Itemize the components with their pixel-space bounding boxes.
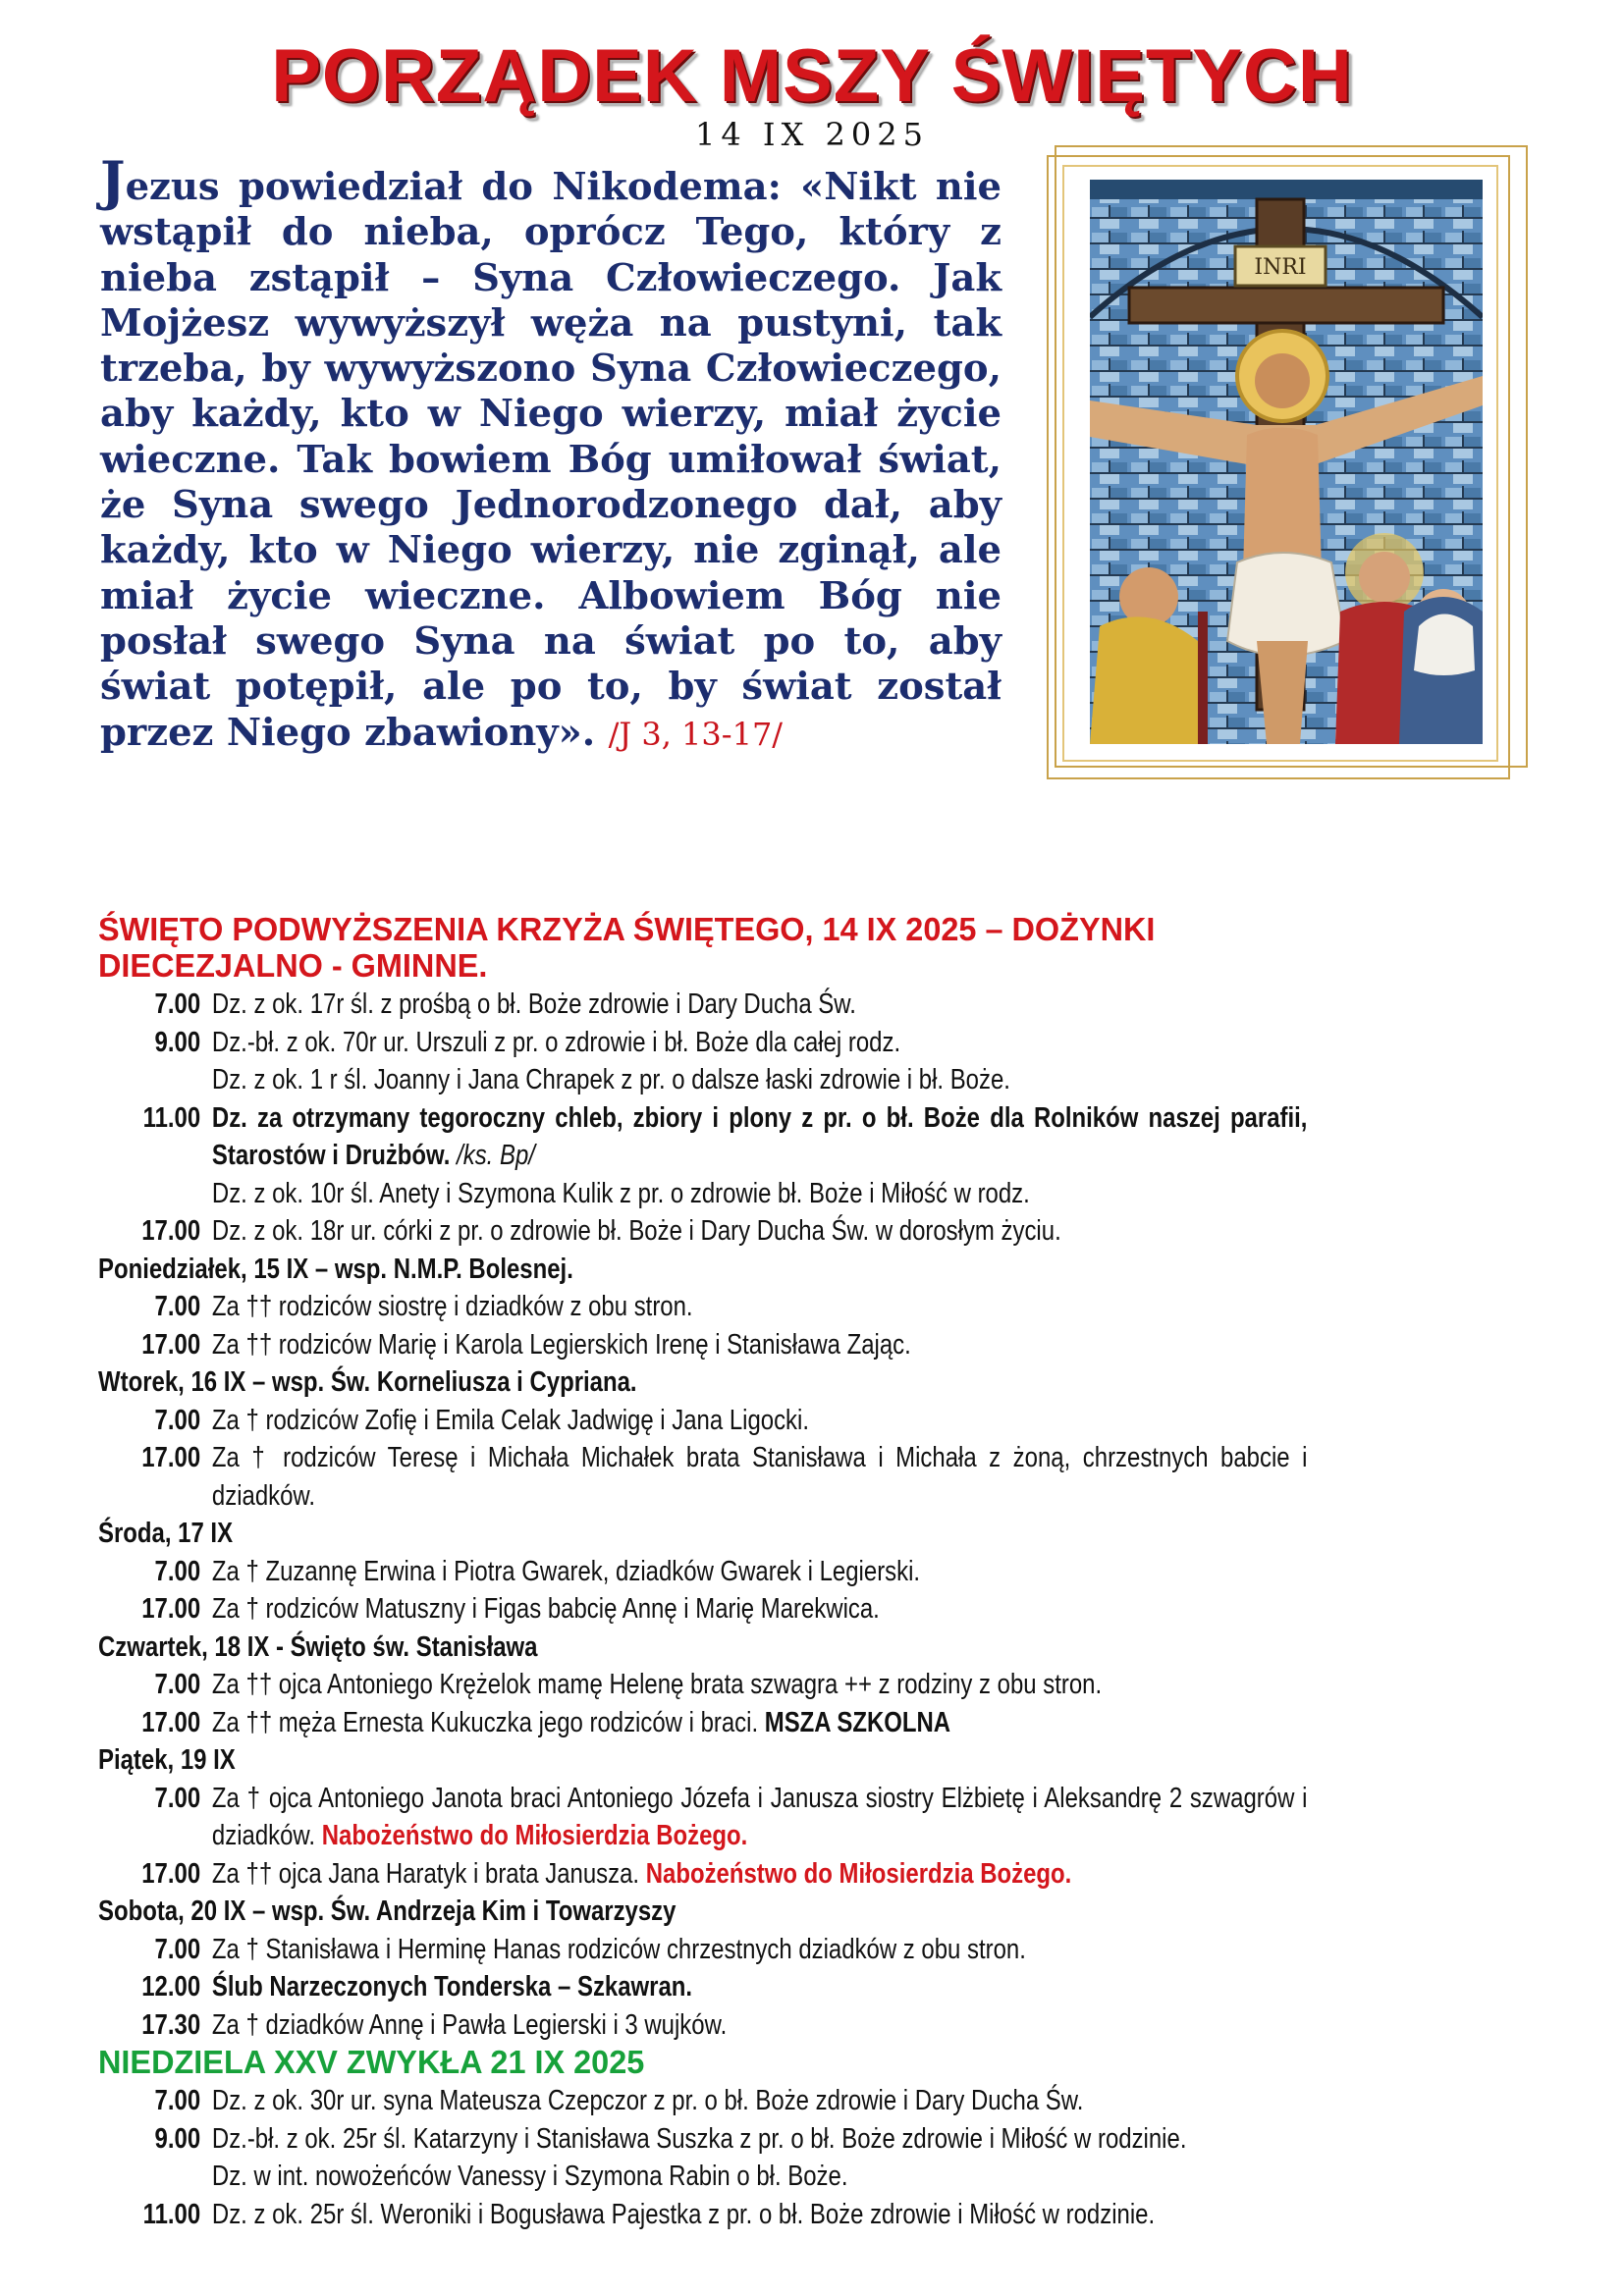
gospel-passage: [100, 149, 1001, 757]
mass-intention-text: Za †† męża Ernesta Kukuczka jego rodziców i braci.: [211, 1706, 765, 1738]
mass-intention: Za † Zuzannę Erwina i Piotra Gwarek, dziadków Gwarek i Legierski.: [211, 1555, 921, 1587]
mass-intention: [212, 1099, 1308, 1175]
mass-time: [98, 1061, 212, 1099]
mass-intention: [212, 1855, 1308, 1894]
mass-time: 17.00: [141, 1328, 201, 1361]
mass-row: [98, 1099, 1307, 1175]
mass-row: [98, 2196, 1307, 2234]
mass-time: 12.00: [141, 1971, 201, 2002]
mass-time: 7.00: [154, 1555, 201, 1587]
mass-intention: Dz. z ok. 17r śl. z prośbą o bł. Boże zdrowie i Dary Ducha Św.: [211, 988, 856, 1020]
mass-row: [98, 1590, 1307, 1629]
mass-row: [98, 1024, 1307, 1062]
mass-intention: Dz.-bł. z ok. 25r śl. Katarzyny i Stanisława Suszka z pr. o bł. Boże zdrowie i Miłość w rodzinie.: [211, 2122, 1187, 2155]
day-heading: Środa, 17 IX: [98, 1518, 234, 1549]
mass-intention-text: Dz. za otrzymany tegoroczny chleb, zbiory i plony z pr. o bł. Boże dla Rolników naszej parafii, Starostów i Drużbów.: [211, 1101, 1308, 1171]
mass-row: [98, 1212, 1307, 1251]
mass-row: [98, 1061, 1307, 1099]
mass-row: [98, 1553, 1307, 1591]
mass-row: [98, 2006, 1307, 2045]
mass-time: 17.00: [141, 1215, 201, 1247]
mass-intention: Dz. z ok. 25r śl. Weroniki i Bogusława Pajestka z pr. o bł. Boże zdrowie i Miłość w rodzinie.: [211, 2198, 1156, 2230]
mass-time: 11.00: [142, 1101, 201, 1134]
mass-row: [98, 1402, 1307, 1440]
mass-time: 17.00: [141, 1593, 201, 1625]
mass-time: 9.00: [154, 1026, 201, 1058]
mass-row: [98, 2158, 1307, 2196]
mass-row: [98, 986, 1307, 1024]
mass-intention: Dz. z ok. 30r ur. syna Mateusza Czepczor z pr. o bł. Boże zdrowie i Dary Ducha Św.: [211, 2085, 1084, 2116]
mass-time: 7.00: [154, 1404, 201, 1436]
mass-intention: [212, 1704, 1308, 1742]
mass-row: [98, 1175, 1307, 1213]
page-title: PORZĄDEK MSZY ŚWIĘTYCH: [271, 34, 1353, 118]
mass-row: [98, 2120, 1307, 2159]
day-heading: Sobota, 20 IX – wsp. Św. Andrzeja Kim i Towarzyszy: [98, 1896, 677, 1927]
mass-intention-text: Za † ojca Antoniego Janota braci Antoniego Józefa i Janusza siostry Elżbietę i Aleksandrę 2 szwagrów i dziadków.: [211, 1782, 1308, 1851]
sunday-title: NIEDZIELA XXV ZWYKŁA 21 IX 2025: [98, 2044, 645, 2080]
mass-intention: Za †† ojca Antoniego Krężelok mamę Helenę brata szwagra ++ z rodziny z obu stron.: [211, 1669, 1103, 1700]
mass-intention: Dz. w int. nowożeńców Vanessy i Szymona Rabin o bł. Boże.: [211, 2161, 848, 2192]
mass-time: [98, 1175, 212, 1213]
day-heading: Wtorek, 16 IX – wsp. Św. Korneliusza i Cypriana.: [98, 1366, 637, 1398]
gospel-initial: J: [100, 149, 126, 212]
mass-intention: [212, 1780, 1308, 1855]
mass-intention: Za †† rodziców siostrę i dziadków z obu stron.: [211, 1291, 693, 1322]
mass-time: [98, 2158, 212, 2196]
mass-celebrant-note: /ks. Bp/: [450, 1140, 535, 1171]
mass-time: 17.00: [141, 1706, 201, 1738]
mass-row: [98, 1439, 1307, 1515]
mass-time: 7.00: [154, 1669, 201, 1700]
mass-intention: Za † rodziców Teresę i Michała Michałek brata Stanisława i Michała z żoną, chrzestnych babcie i dziadków.: [211, 1442, 1308, 1512]
mass-time: 17.00: [141, 1442, 201, 1473]
mass-intention: Za † rodziców Zofię i Emila Celak Jadwigę i Jana Ligocki.: [211, 1404, 810, 1436]
devotion-note: Nabożeństwo do Miłosierdzia Bożego.: [645, 1857, 1072, 1890]
mass-intention: Za † dziadków Annę i Pawła Legierski i 3 wujków.: [211, 2008, 728, 2041]
mass-intention: Dz. z ok. 18r ur. córki z pr. o zdrowie bł. Boże i Dary Ducha Św. w dorosłym życiu.: [211, 1215, 1061, 1247]
mass-intention: Dz.-bł. z ok. 70r ur. Urszuli z pr. o zdrowie i bł. Boże dla całej rodz.: [211, 1026, 901, 1058]
stained-glass-crucifixion-image: [1090, 180, 1483, 744]
mass-intention: Ślub Narzeczonych Tonderska – Szkawran.: [211, 1971, 693, 2002]
cross-inscription: INRI: [1254, 255, 1307, 280]
school-mass-note: MSZA SZKOLNA: [764, 1706, 951, 1738]
mass-time: 7.00: [154, 2085, 201, 2116]
mass-time: 7.00: [154, 1291, 201, 1322]
crucifixion-image-frame: [1047, 145, 1528, 779]
day-heading: Piątek, 19 IX: [98, 1744, 236, 1776]
mass-row: [98, 1968, 1307, 2006]
mass-row: [98, 1780, 1307, 1855]
mass-row: [98, 1704, 1307, 1742]
mass-time: 7.00: [154, 988, 201, 1020]
mass-row: [98, 1855, 1307, 1894]
mass-time: 17.30: [141, 2008, 201, 2041]
mass-intention-text: Za †† ojca Jana Haratyk i brata Janusza.: [211, 1857, 646, 1890]
mass-row: [98, 1931, 1307, 1969]
mass-intention: Za †† rodziców Marię i Karola Legierskich Irenę i Stanisława Zając.: [211, 1328, 911, 1361]
mass-time: 11.00: [142, 2198, 201, 2230]
day-heading: Czwartek, 18 IX - Święto św. Stanisława: [98, 1630, 538, 1663]
gospel-reference: /J 3, 13-17/: [608, 715, 784, 753]
day-heading: Poniedziałek, 15 IX – wsp. N.M.P. Bolesnej.: [98, 1253, 573, 1285]
mass-intention: Dz. z ok. 1 r śl. Joanny i Jana Chrapek z pr. o dalsze łaski zdrowie i bł. Boże.: [211, 1064, 1010, 1095]
mass-schedule: [98, 911, 1307, 2233]
mass-time: 7.00: [154, 1933, 201, 1965]
mass-row: [98, 1288, 1307, 1326]
mass-intention: Za † rodziców Matuszny i Figas babcię Annę i Marię Marekwica.: [211, 1593, 880, 1625]
gospel-text: ezus powiedział do Nikodema: «Nikt nie wstąpił do nieba, oprócz Tego, który z nieba zstąpił – Syna Człowieczego. Jak Mojżesz wywyższył węża na pustyni, tak trzeba, by wywyższono Syna Człowieczego, aby każdy, kto w Niego wierzy, miał życie wieczne. Tak bowiem Bóg umiłował świat, że Syna swego Jednorodzonego dał, aby każdy, kto w Niego wierzy, nie zginął, ale miał życie wieczne. Albowiem Bóg nie posłał swego Syna na świat po to, aby świat potępił, ale po to, by świat został przez Niego zbawiony».: [100, 165, 1001, 755]
mass-intention: Za † Stanisława i Herminę Hanas rodziców chrzestnych dziadków z obu stron.: [211, 1933, 1026, 1965]
mass-time: 7.00: [154, 1782, 201, 1814]
mass-row: [98, 1326, 1307, 1364]
mass-time: 17.00: [141, 1857, 201, 1890]
mass-row: [98, 1666, 1307, 1704]
feast-title: ŚWIĘTO PODWYŻSZENIA KRZYŻA ŚWIĘTEGO, 14 IX 2025 – DOŻYNKI DIECEZJALNO - GMINNE.: [98, 911, 1156, 984]
devotion-note: Nabożeństwo do Miłosierdzia Bożego.: [321, 1820, 748, 1851]
page-date: 14 IX 2025: [695, 116, 929, 153]
mass-intention: Dz. z ok. 10r śl. Anety i Szymona Kulik z pr. o zdrowie bł. Boże i Miłość w rodz.: [211, 1177, 1030, 1209]
mass-row: [98, 2082, 1307, 2120]
mass-time: 9.00: [154, 2122, 201, 2155]
